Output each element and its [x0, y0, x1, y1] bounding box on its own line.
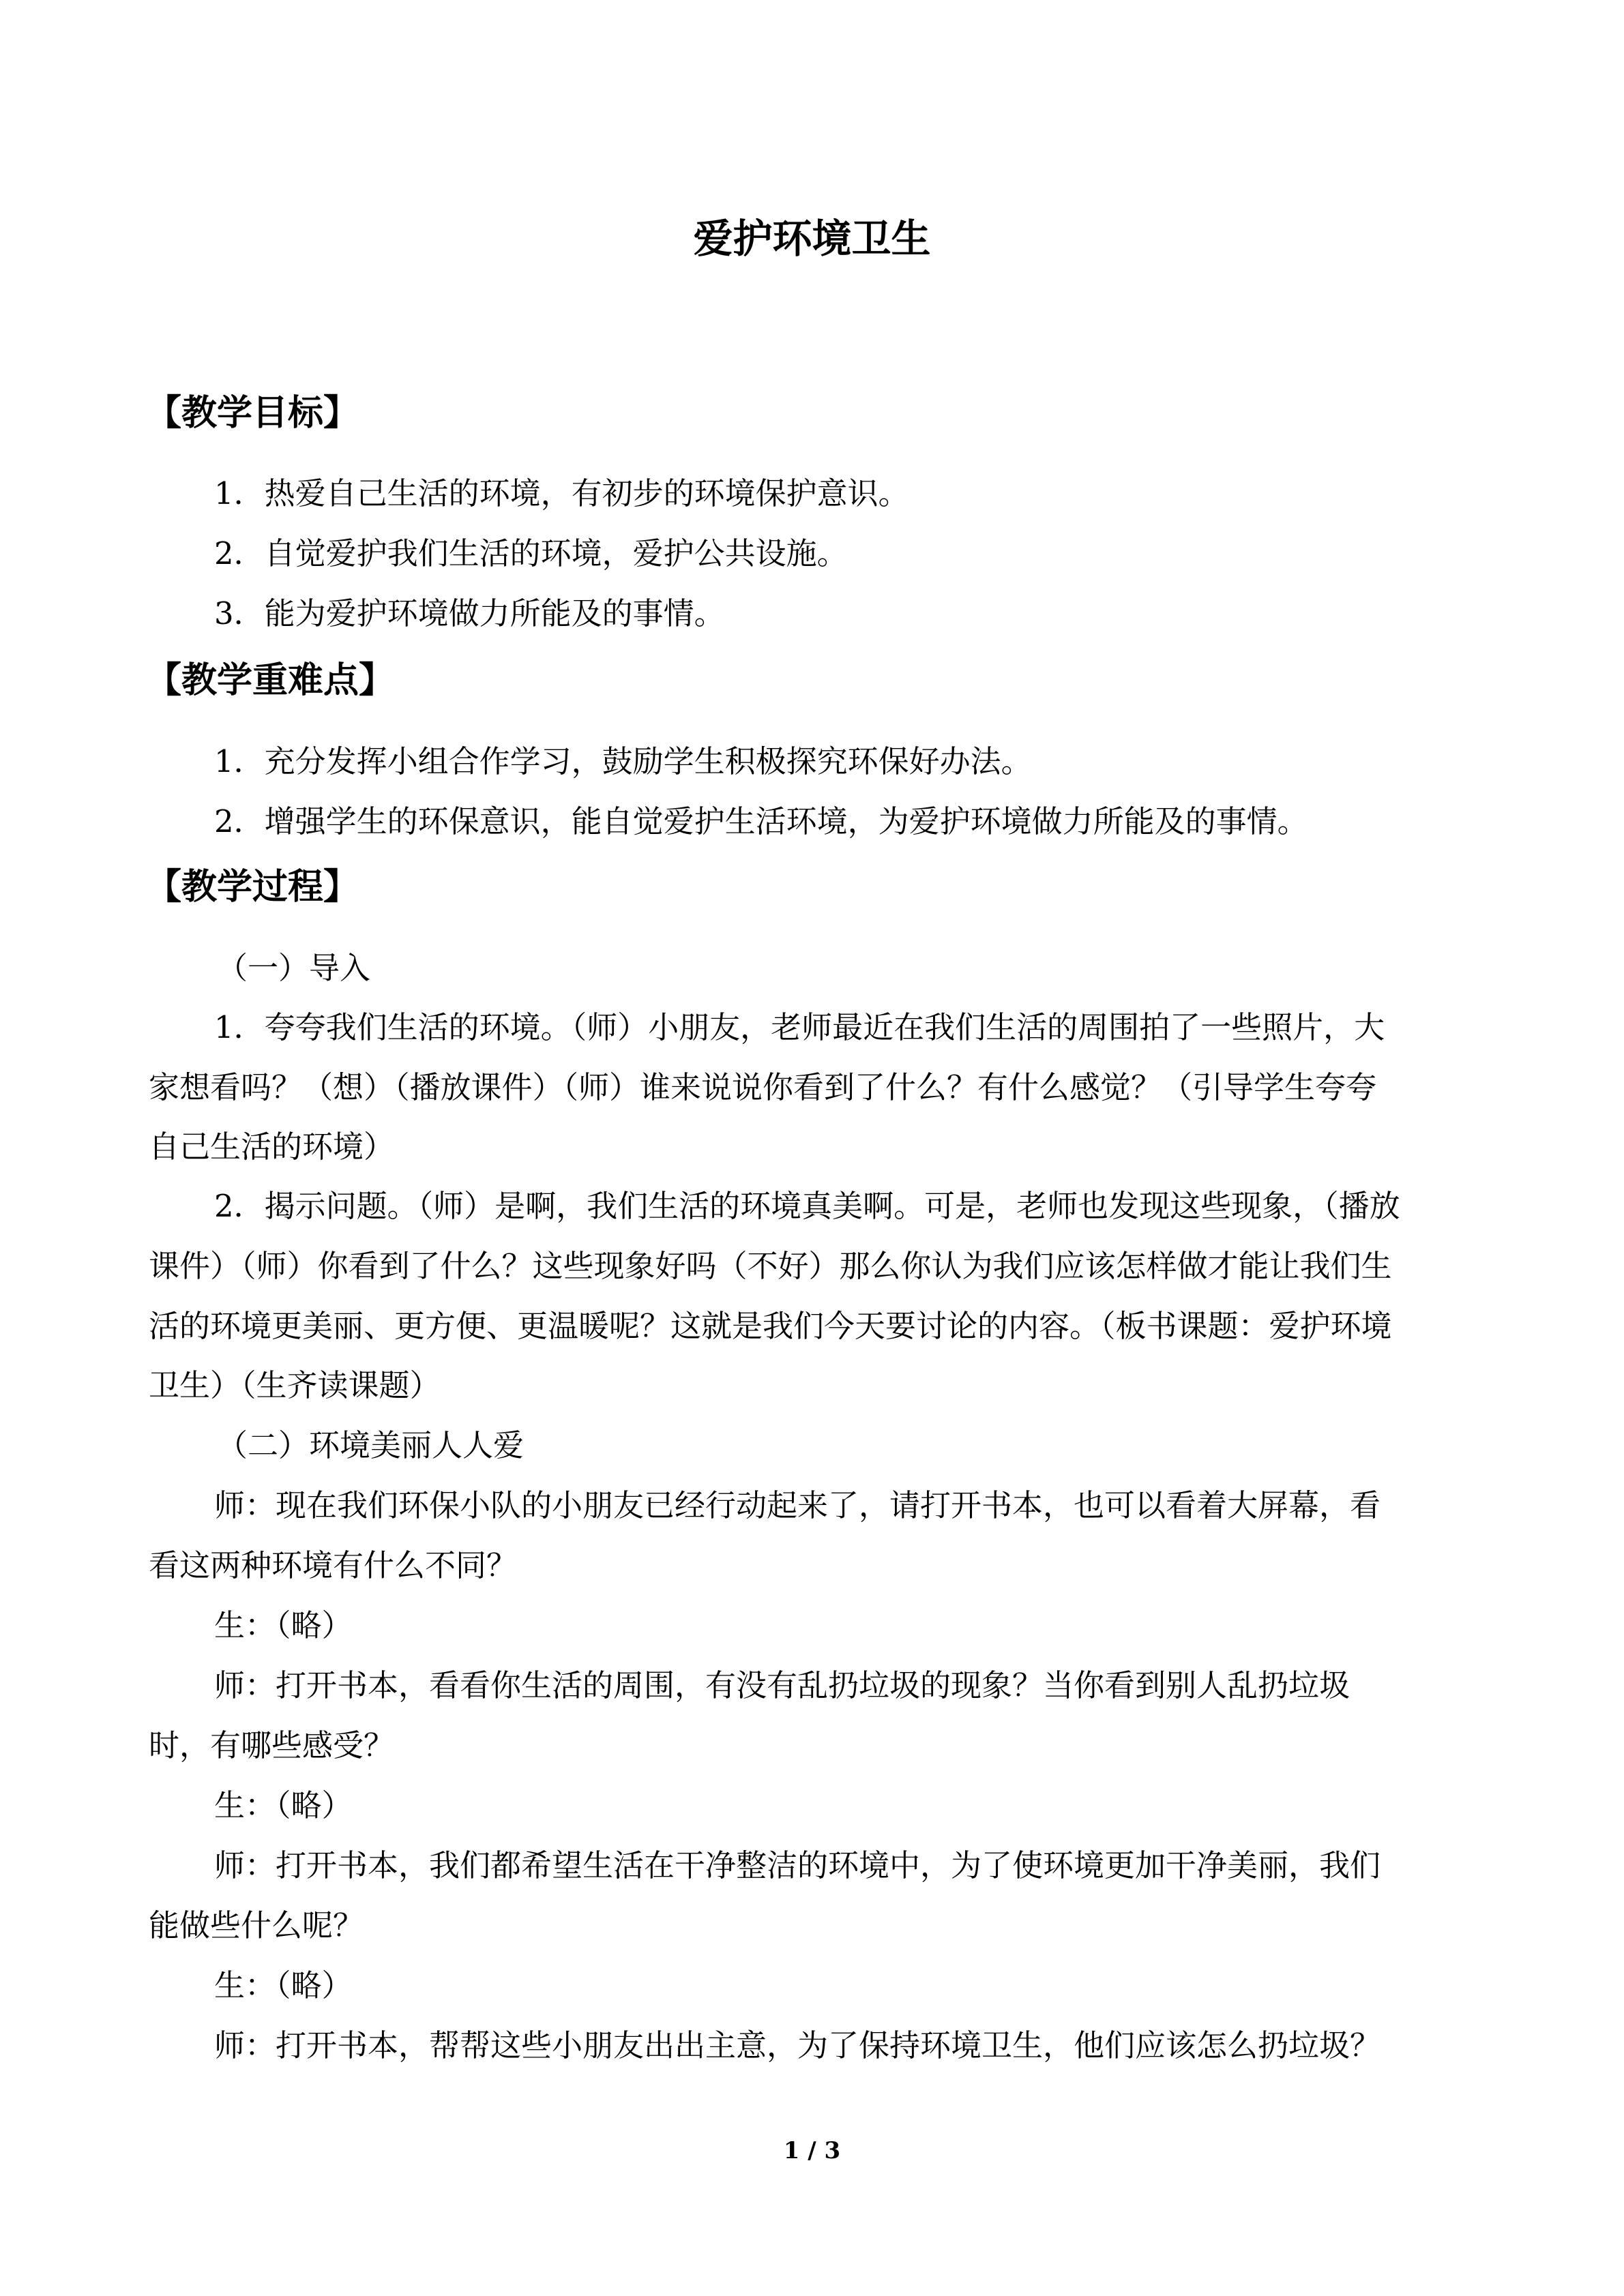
- dialogue-line: 看这两种环境有什么不同？: [149, 1547, 518, 1583]
- goal-item: 1．热爱自己生活的环境，有初步的环境保护意识。: [214, 475, 909, 511]
- paragraph-line: 1．夸夸我们生活的环境。（师）小朋友，老师最近在我们生活的周围拍了一些照片，大: [214, 1009, 1385, 1045]
- subheading-intro: （一）导入: [217, 950, 371, 986]
- difficulty-item: 2．增强学生的环保意识，能自觉爱护生活环境，为爱护环境做力所能及的事情。: [214, 803, 1308, 839]
- subheading-environment: （二）环境美丽人人爱: [217, 1427, 525, 1463]
- dialogue-line: 师：现在我们环保小队的小朋友已经行动起来了，请打开书本，也可以看着大屏幕，看: [214, 1487, 1381, 1523]
- goal-item: 3．能为爱护环境做力所能及的事情。: [214, 595, 725, 631]
- section-heading-difficulties: 【教学重难点】: [146, 660, 395, 701]
- paragraph-line: 自己生活的环境）: [149, 1129, 395, 1165]
- dialogue-line: 师：打开书本，我们都希望生活在干净整洁的环境中，为了使环境更加干净美丽，我们: [214, 1847, 1381, 1883]
- dialogue-line: 生：（略）: [214, 1607, 353, 1643]
- document-title: 爱护环境卫生: [693, 215, 931, 262]
- goal-item: 2．自觉爱护我们生活的环境，爱护公共设施。: [214, 535, 848, 571]
- dialogue-line: 师：打开书本，帮帮这些小朋友出出主意，为了保持环境卫生，他们应该怎么扔垃圾？: [214, 2027, 1381, 2063]
- dialogue-line: 生：（略）: [214, 1787, 353, 1823]
- dialogue-line: 师：打开书本，看看你生活的周围，有没有乱扔垃圾的现象？当你看到别人乱扔垃圾: [214, 1667, 1350, 1703]
- difficulty-item: 1．充分发挥小组合作学习，鼓励学生积极探究环保好办法。: [214, 743, 1032, 779]
- paragraph-line: 卫生）（生齐读课题）: [149, 1367, 441, 1403]
- paragraph-line: 活的环境更美丽、更方便、更温暖呢？这就是我们今天要讨论的内容。（板书课题：爱护环境: [149, 1308, 1392, 1344]
- page-indicator: 1 / 3: [783, 2137, 841, 2164]
- section-heading-goals: 【教学目标】: [146, 393, 359, 434]
- dialogue-line: 时，有哪些感受？: [149, 1727, 395, 1763]
- section-heading-process: 【教学过程】: [146, 867, 359, 908]
- paragraph-line: 2．揭示问题。（师）是啊，我们生活的环境真美啊。可是，老师也发现这些现象，（播放: [214, 1188, 1400, 1224]
- paragraph-line: 家想看吗？（想）（播放课件）（师）谁来说说你看到了什么？有什么感觉？（引导学生夸夸: [149, 1069, 1377, 1105]
- paragraph-line: 课件）（师）你看到了什么？这些现象好吗（不好）那么你认为我们应该怎样做才能让我们生: [149, 1248, 1392, 1284]
- dialogue-line: 生：（略）: [214, 1967, 353, 2003]
- dialogue-line: 能做些什么呢？: [149, 1907, 364, 1943]
